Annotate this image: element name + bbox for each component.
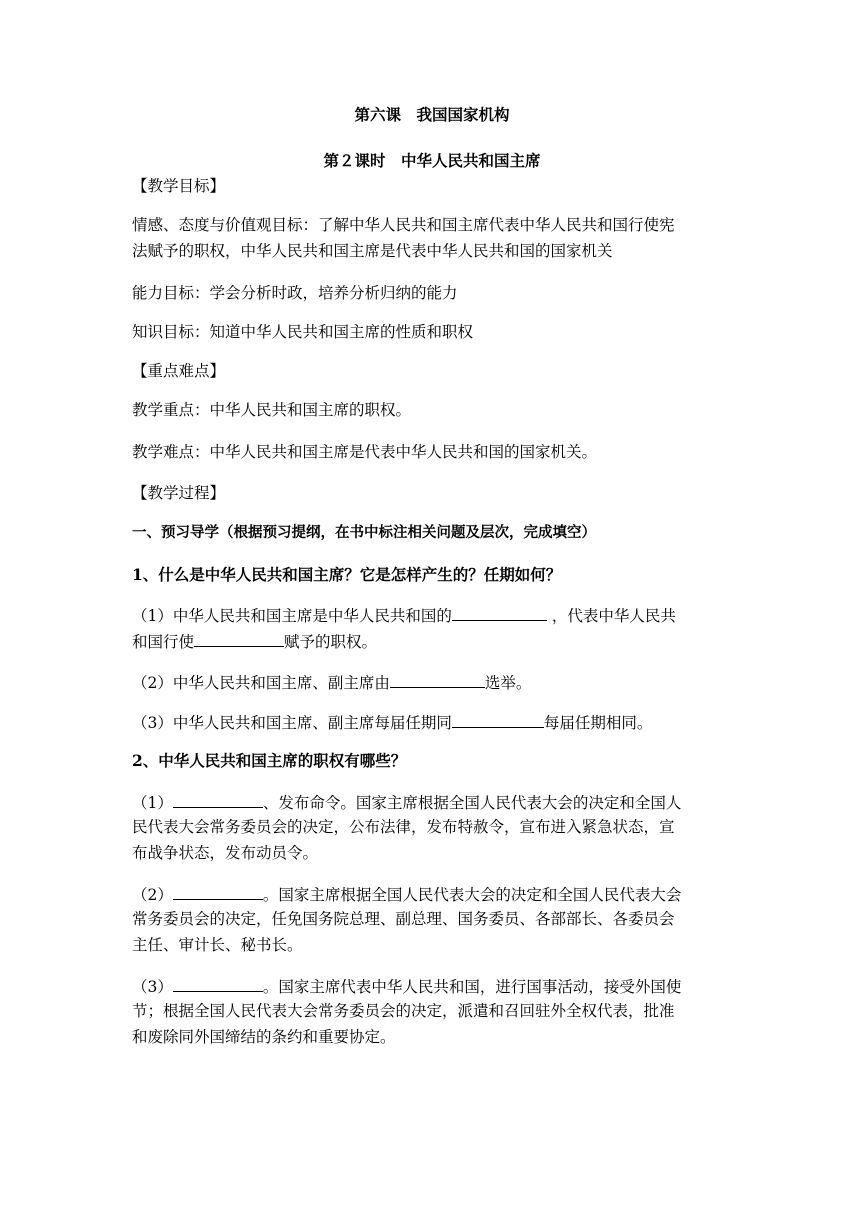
lesson-subtitle: 第２课时 中华人民共和国主席: [323, 151, 541, 170]
q1-a2-text-2: 选举。: [484, 674, 532, 692]
q2-p2-blank[interactable]: [173, 884, 263, 900]
q1-a3-text-1: （3）中华人民共和国主席、副主席每届任期同: [132, 714, 452, 732]
q1-answer-2: [132, 672, 732, 692]
q2-p1-prefix: （1）: [132, 794, 173, 812]
q2-power-1-line-3: 布战争状态，发布动员令。: [132, 844, 319, 862]
q2-p2-text-1: 。国家主席根据全国人民代表大会的决定和全国人民代表大会: [262, 886, 682, 904]
q2-p1-blank[interactable]: [173, 792, 263, 808]
question-2-title: 2、中华人民共和国主席的职权有哪些？: [132, 751, 407, 770]
q2-power-3-line-2: 节；根据全国人民代表大会常务委员会的决定，派遣和召回驻外全权代表，批准: [132, 1002, 675, 1020]
q1-a3-text-2: 每届任期相同。: [543, 714, 653, 732]
q1-answer-1-line-2: [132, 631, 732, 651]
q1-answer-3: [132, 712, 732, 732]
q2-p3-blank[interactable]: [173, 976, 263, 992]
preview-heading: 一、预习导学（根据预习提纲，在书中标注相关问题及层次，完成填空）: [132, 524, 596, 541]
q2-power-2-line-1: [132, 884, 732, 904]
objective-emotion-line-1: 情感、态度与价值观目标：了解中华人民共和国主席代表中华人民共和国行使宪: [132, 216, 675, 234]
objectives-heading: 【教学目标】: [132, 177, 226, 195]
q2-p1-text-1: 、发布命令。国家主席根据全国人民代表大会的决定和全国人: [262, 794, 682, 812]
q2-p3-prefix: （3）: [132, 978, 173, 996]
q2-power-1-line-2: 民代表大会常务委员会的决定，公布法律，发布特赦令，宣布进入紧急状态，宣: [132, 818, 675, 836]
objective-ability: 能力目标：学会分析时政，培养分析归纳的能力: [132, 284, 458, 302]
keypoints-heading: 【重点难点】: [132, 362, 226, 380]
q2-p2-prefix: （2）: [132, 886, 173, 904]
objective-knowledge: 知识目标：知道中华人民共和国主席的性质和职权: [132, 323, 474, 341]
q1-a1-text-3: 和国行使: [132, 633, 195, 651]
q1-a1-blank-2[interactable]: [194, 631, 284, 647]
q1-a1-text-1: （1）中华人民共和国主席是中华人民共和国的: [132, 607, 452, 625]
question-1-title: 1、什么是中华人民共和国主席？它是怎样产生的？任期如何？: [132, 565, 562, 584]
q1-a3-blank[interactable]: [452, 712, 544, 728]
q1-a2-blank[interactable]: [390, 672, 485, 688]
q2-power-2-line-2: 常务委员会的决定，任免国务院总理、副总理、国务委员、各部部长、各委员会: [132, 910, 675, 928]
q1-a2-text-1: （2）中华人民共和国主席、副主席由: [132, 674, 390, 692]
objective-emotion-line-2: 法赋予的职权，中华人民共和国主席是代表中华人民共和国的国家机关: [132, 242, 613, 260]
q1-answer-1-line-1: [132, 605, 732, 625]
q1-a1-text-2: ，代表中华人民共: [551, 607, 676, 625]
q1-a1-blank-1[interactable]: [452, 605, 547, 621]
difficult-point: 教学难点：中华人民共和国主席是代表中华人民共和国的国家机关。: [132, 443, 598, 461]
key-point: 教学重点：中华人民共和国主席的职权。: [132, 401, 412, 419]
q1-a1-text-4: 赋予的职权。: [284, 633, 378, 651]
q2-power-2-line-3: 主任、审计长、秘书长。: [132, 936, 303, 954]
q2-p3-text-1: 。国家主席代表中华人民共和国，进行国事活动，接受外国使: [262, 978, 682, 996]
q2-power-1-line-1: [132, 792, 732, 812]
process-heading: 【教学过程】: [132, 484, 226, 502]
lesson-title: 第六课 我国国家机构: [354, 105, 510, 124]
q2-power-3-line-1: [132, 976, 732, 996]
q2-power-3-line-3: 和废除同外国缔结的条约和重要协定。: [132, 1028, 396, 1046]
